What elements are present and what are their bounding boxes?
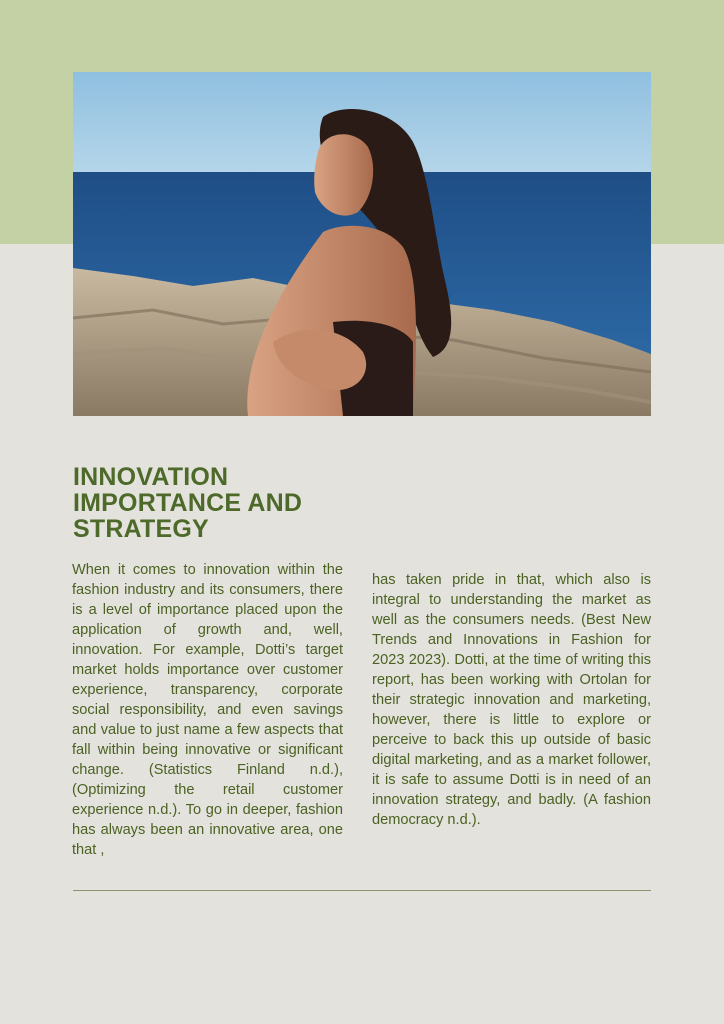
divider — [73, 890, 651, 891]
heading-line: STRATEGY — [73, 515, 209, 543]
heading-line: IMPORTANCE AND — [73, 489, 303, 517]
body-column-right: has taken pride in that, which also is integral to understanding the market as well as the consumers needs. (Best New Trends and Innovations in Fashion for 2023 2023). Dotti, at the time of writing this report, has been working with Ortolan for their strategic innovation and marketing, however, there is little to explore or perceive to back this up outside of basic digital marketing, and as a market follower, it is safe to assume Dotti is in need of an innovation strategy, and badly. (A fashion democracy n.d.). — [372, 572, 651, 828]
body-column-left: When it comes to innovation within the fashion industry and its consumers, there is a level of importance placed upon the application of growth and, well, innovation. For example, Dotti’s target market holds importance over customer experience, transparency, corporate social responsibility, and even savings and value to just name a few aspects that fall within being innovative or significant change. (Statistics Finland n.d.), (Optimizing the retail customer experience n.d.). To go in deeper, fashion has always been an innovative area, one that , — [72, 562, 343, 858]
heading-line: INNOVATION — [73, 463, 229, 491]
hero-photo — [73, 72, 651, 416]
section-heading — [73, 464, 373, 542]
